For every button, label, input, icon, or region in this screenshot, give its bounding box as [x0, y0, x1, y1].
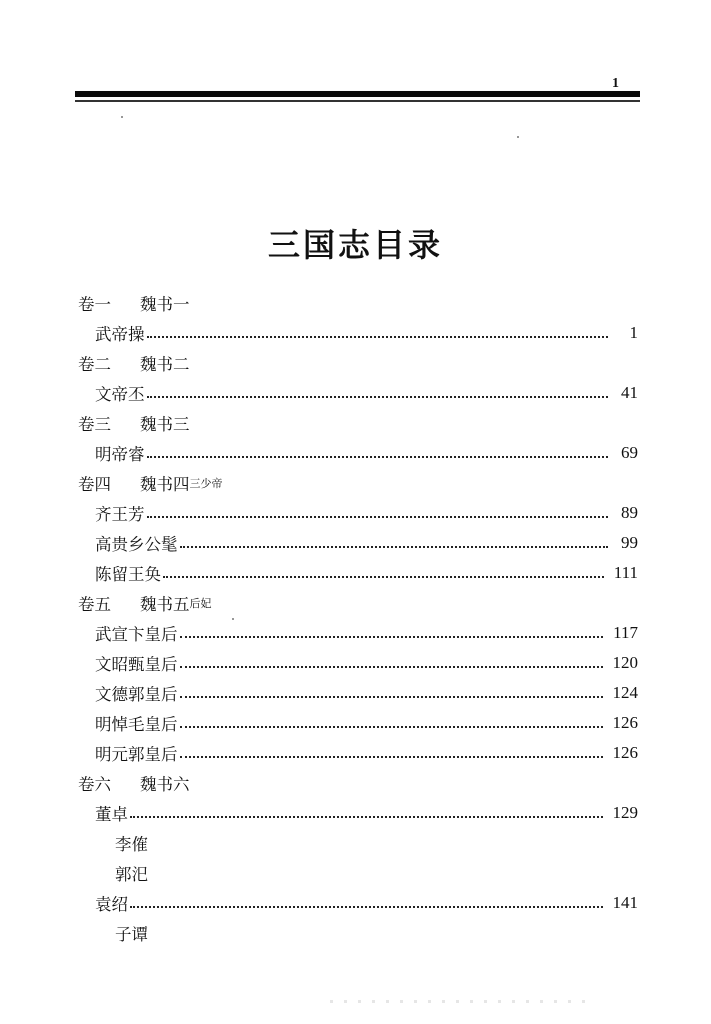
- dot-leader: [130, 906, 603, 908]
- volume-note: 后妃: [189, 597, 212, 610]
- toc-volume-heading: [78, 768, 638, 798]
- scan-speck: [232, 618, 234, 620]
- dot-leader: [180, 756, 603, 758]
- dot-leader: [180, 696, 603, 698]
- entry-label: 武宣卞皇后: [95, 625, 178, 644]
- dot-leader: [180, 636, 604, 638]
- entry-label: 董卓: [95, 805, 128, 824]
- entry-label: 齐王芳: [95, 505, 145, 524]
- toc-volume-heading: [78, 588, 638, 618]
- toc-volume-heading: [78, 348, 638, 378]
- toc-entry: [78, 918, 638, 948]
- entry-label: 陈留王奂: [95, 565, 161, 584]
- volume-name: 魏书二: [140, 355, 190, 374]
- toc-entry: [78, 648, 638, 678]
- volume-note: 三少帝: [189, 477, 223, 490]
- dot-leader: [147, 456, 609, 458]
- dot-leader: [147, 396, 609, 398]
- toc-entry: [78, 888, 638, 918]
- entry-label: 袁绍: [95, 895, 128, 914]
- toc-entry: [78, 858, 638, 888]
- volume-number: 卷二: [78, 355, 111, 374]
- entry-label: 明元郭皇后: [95, 745, 178, 764]
- toc-entry: [78, 738, 638, 768]
- entry-page: 129: [612, 803, 638, 822]
- page-title: 三国志目录: [267, 226, 443, 264]
- volume-name: 魏书一: [140, 295, 190, 314]
- volume-name: 魏书六: [140, 775, 190, 794]
- entry-page: 141: [612, 893, 638, 912]
- entry-label: 李傕: [115, 835, 148, 854]
- entry-page: 126: [612, 743, 638, 762]
- entry-label: 明帝睿: [95, 445, 145, 464]
- volume-name: 魏书四: [140, 475, 190, 494]
- header-rule-thick: [75, 91, 640, 97]
- toc-entry: [78, 318, 638, 348]
- entry-page: 126: [612, 713, 638, 732]
- dot-leader: [180, 726, 603, 728]
- toc-entry: [78, 798, 638, 828]
- entry-label: 明悼毛皇后: [95, 715, 178, 734]
- volume-number: 卷五: [78, 595, 111, 614]
- toc-entry: [78, 618, 638, 648]
- table-of-contents: [78, 288, 638, 948]
- toc-entry: [78, 678, 638, 708]
- toc-volume-heading: [78, 408, 638, 438]
- entry-page: 99: [621, 533, 638, 552]
- entry-page: 41: [621, 383, 638, 402]
- toc-volume-heading: [78, 288, 638, 318]
- entry-page: 69: [621, 443, 638, 462]
- scan-noise: [330, 1000, 590, 1003]
- toc-entry: [78, 378, 638, 408]
- scan-speck: [121, 116, 123, 118]
- entry-label: 郭汜: [115, 865, 148, 884]
- entry-label: 文德郭皇后: [95, 685, 178, 704]
- toc-entry: [78, 708, 638, 738]
- dot-leader: [180, 546, 609, 548]
- entry-page: 89: [621, 503, 638, 522]
- entry-page: 124: [612, 683, 638, 702]
- entry-label: 文昭甄皇后: [95, 655, 178, 674]
- toc-entry: [78, 828, 638, 858]
- toc-entry: [78, 528, 638, 558]
- entry-page: 1: [629, 323, 638, 342]
- entry-page: 120: [612, 653, 638, 672]
- volume-number: 卷一: [78, 295, 111, 314]
- volume-number: 卷六: [78, 775, 111, 794]
- header-rule-thin: [75, 100, 640, 102]
- entry-page: 117: [613, 623, 638, 642]
- toc-entry: [78, 498, 638, 528]
- entry-label: 文帝丕: [95, 385, 145, 404]
- dot-leader: [147, 516, 609, 518]
- toc-volume-heading: [78, 468, 638, 498]
- toc-entry: [78, 438, 638, 468]
- entry-label: 武帝操: [95, 325, 145, 344]
- dot-leader: [180, 666, 603, 668]
- volume-number: 卷三: [78, 415, 111, 434]
- dot-leader: [130, 816, 603, 818]
- entry-page: 111: [613, 563, 638, 582]
- volume-name: 魏书五: [140, 595, 190, 614]
- volume-number: 卷四: [78, 475, 111, 494]
- entry-label: 子谭: [115, 925, 148, 944]
- scan-speck: [517, 136, 519, 138]
- volume-name: 魏书三: [140, 415, 190, 434]
- toc-entry: [78, 558, 638, 588]
- page-number: 1: [612, 76, 619, 91]
- dot-leader: [147, 336, 609, 338]
- entry-label: 高贵乡公髦: [95, 535, 178, 554]
- dot-leader: [163, 576, 604, 578]
